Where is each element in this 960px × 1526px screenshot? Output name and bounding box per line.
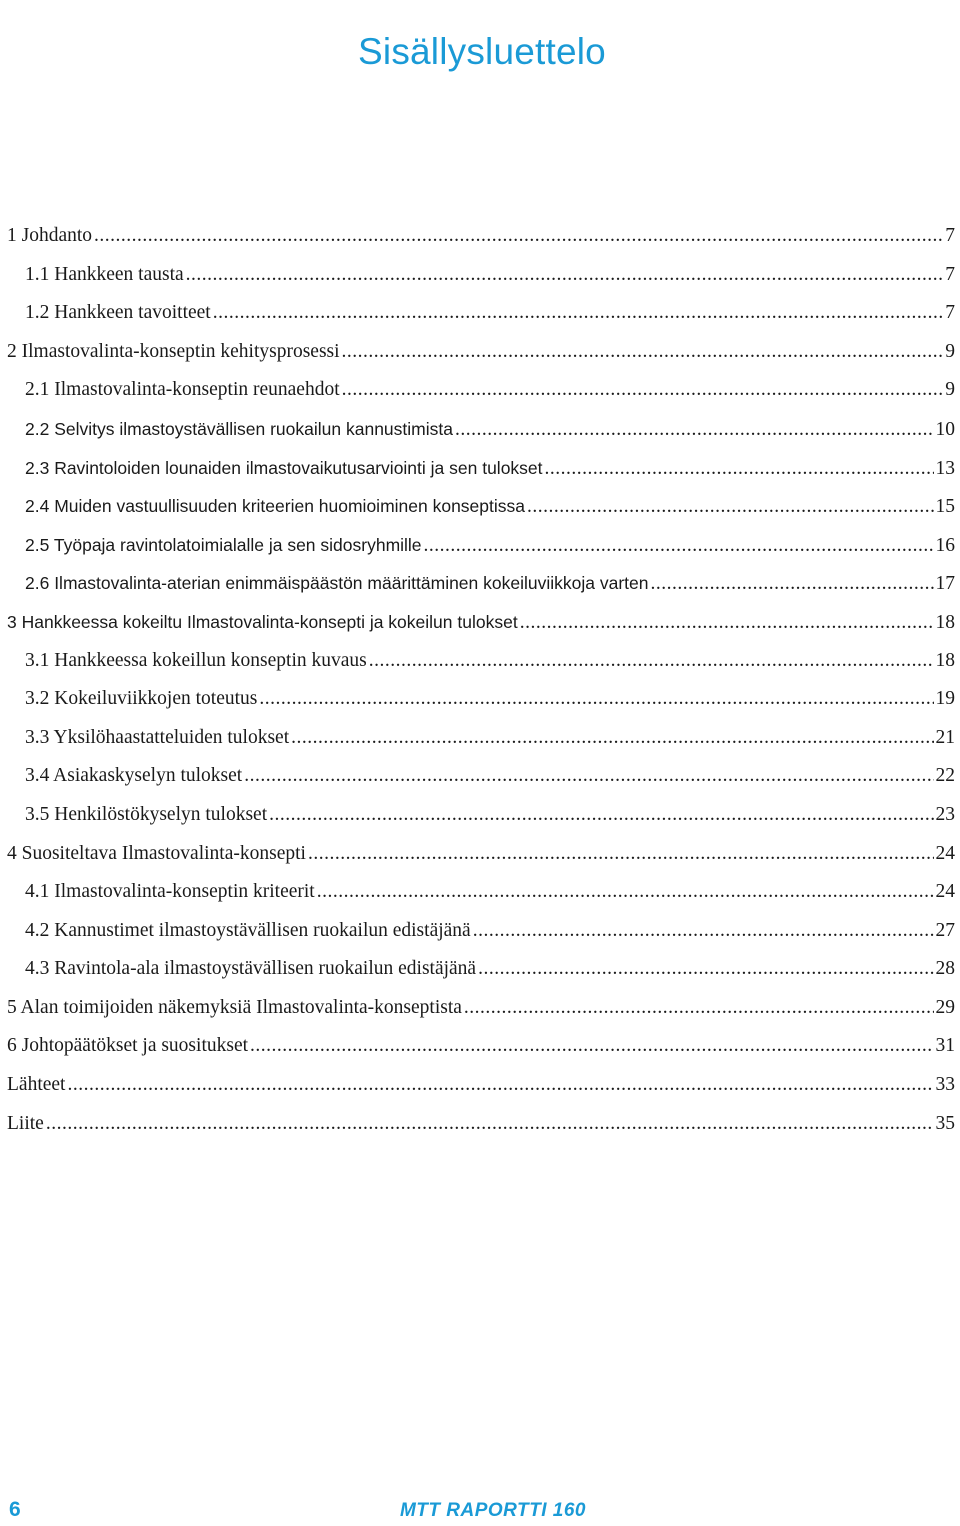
toc-entry[interactable] [0, 642, 960, 681]
toc-entry[interactable] [0, 449, 960, 488]
toc-entry-page: 23 [935, 803, 955, 825]
dot-leader [527, 488, 933, 527]
toc-entry-page: 21 [935, 726, 955, 748]
toc-entry-label: 2.2 Selvitys ilmastoystävällisen ruokailun kannustimista [25, 418, 453, 439]
toc-entry-page: 33 [935, 1074, 955, 1096]
toc-entry[interactable] [0, 564, 960, 603]
toc-entry-label: 5 Alan toimijoiden näkemyksiä Ilmastovalinta-konseptista [7, 996, 462, 1018]
toc-entry[interactable] [0, 526, 960, 565]
dot-leader [67, 1066, 933, 1105]
toc-entry[interactable] [0, 1027, 960, 1066]
series-name: MTT RAPORTTI 160 [399, 1500, 586, 1521]
toc-entry-page: 9 [945, 340, 955, 362]
toc-entry[interactable] [0, 333, 960, 372]
toc-entry-label: 3.5 Henkilöstökyselyn tulokset [25, 803, 268, 825]
toc-entry[interactable] [0, 487, 960, 526]
toc-entry-page: 7 [945, 263, 955, 285]
dot-leader [455, 411, 934, 450]
toc-entry[interactable] [0, 680, 960, 719]
toc-entry[interactable] [0, 294, 960, 333]
toc-entry-label: 3.4 Asiakaskyselyn tulokset [25, 765, 243, 787]
toc-entry-label: 4 Suositeltava Ilmastovalinta-konsepti [7, 842, 306, 864]
toc-entry-page: 16 [935, 534, 955, 556]
dot-leader [244, 757, 933, 796]
toc-entry[interactable] [0, 1066, 960, 1105]
toc-entry[interactable] [0, 873, 960, 912]
toc-entry-page: 7 [945, 302, 955, 324]
toc-entry[interactable] [0, 256, 960, 295]
toc-entry-label: Lähteet [7, 1074, 66, 1096]
toc-entry-label: 3.2 Kokeiluviikkojen toteutus [25, 688, 258, 710]
toc-entry-page: 31 [935, 1035, 955, 1057]
toc-entry-label: 3 Hankkeessa kokeiltu Ilmastovalinta-konsepti ja kokeilun tulokset [7, 611, 518, 632]
toc-entry[interactable] [0, 912, 960, 951]
toc-entry-label: 4.2 Kannustimet ilmastoystävällisen ruokailun edistäjänä [25, 919, 471, 941]
toc-entry-label: 2.3 Ravintoloiden lounaiden ilmastovaikutusarviointi ja sen tulokset [25, 457, 543, 478]
dot-leader [473, 912, 934, 951]
toc-entry-page: 19 [935, 688, 955, 710]
toc-entry-label: 2.5 Työpaja ravintolatoimialalle ja sen sidosryhmille [25, 534, 422, 555]
toc-entry-label: 2.6 Ilmastovalinta-aterian enimmäispäästön määrittäminen kokeiluviikkoja varten [25, 573, 649, 594]
dot-leader [186, 256, 944, 295]
toc-entry-label: Liite [7, 1112, 44, 1134]
toc-entry[interactable] [0, 950, 960, 989]
toc-entry[interactable] [0, 757, 960, 796]
toc-entry-page: 35 [935, 1112, 955, 1134]
toc-entry-label: 6 Johtopäätökset ja suositukset [7, 1035, 249, 1057]
toc-entry-page: 24 [935, 881, 955, 903]
dot-leader [424, 527, 934, 566]
dot-leader [342, 333, 944, 372]
toc-entry-label: 1 Johdanto [7, 225, 93, 246]
toc-entry-label: 4.1 Ilmastovalinta-konseptin kriteerit [25, 881, 315, 903]
dot-leader [464, 989, 934, 1028]
toc-entry-label: 2 Ilmastovalinta-konseptin kehitysprosessi [7, 340, 340, 362]
toc-entry[interactable] [0, 796, 960, 835]
dot-leader [342, 371, 944, 410]
dot-leader [317, 873, 934, 912]
toc-entry[interactable] [0, 410, 960, 449]
toc-entry-label: 2.4 Muiden vastuullisuuden kriteerien huomioiminen konseptissa [25, 496, 526, 517]
dot-leader [250, 1027, 933, 1066]
dot-leader [46, 1105, 934, 1144]
toc-entry-page: 28 [935, 958, 955, 980]
dot-leader [259, 680, 933, 719]
dot-leader [291, 719, 933, 758]
dot-leader [478, 950, 933, 989]
page-number: 6 [9, 1498, 21, 1521]
dot-leader [269, 796, 933, 835]
toc-entry[interactable] [0, 1105, 960, 1144]
toc-entry-label: 3.1 Hankkeessa kokeillun konseptin kuvaus [25, 649, 367, 671]
toc-entry[interactable] [0, 371, 960, 410]
toc-entry-page: 13 [935, 457, 955, 479]
toc-entry-page: 22 [935, 765, 955, 787]
toc-entry-page: 24 [935, 842, 955, 864]
dot-leader [213, 294, 944, 333]
toc-entry-page: 10 [935, 418, 955, 440]
toc-entry[interactable] [0, 217, 960, 256]
toc-entry-label: 2.1 Ilmastovalinta-konseptin reunaehdot [25, 379, 340, 401]
toc-entry-label: 3.3 Yksilöhaastatteluiden tulokset [25, 726, 290, 748]
dot-leader [94, 217, 943, 256]
toc-entry-page: 27 [935, 919, 955, 941]
page-title: Sisällysluettelo [358, 30, 606, 72]
dot-leader [308, 835, 934, 874]
toc-entry-page: 7 [945, 225, 955, 246]
toc-entry-page: 9 [945, 379, 955, 401]
toc-entry-page: 29 [935, 996, 955, 1018]
toc-entry-page: 15 [935, 496, 955, 518]
table-of-contents [0, 217, 960, 1143]
dot-leader [369, 642, 934, 681]
toc-entry-page: 18 [935, 649, 955, 671]
toc-entry-page: 17 [935, 573, 955, 595]
dot-leader [520, 604, 934, 643]
toc-entry-label: 4.3 Ravintola-ala ilmastoystävällisen ruokailun edistäjänä [25, 958, 477, 980]
dot-leader [545, 450, 934, 489]
toc-entry-label: 1.1 Hankkeen tausta [25, 263, 184, 285]
dot-leader [651, 565, 934, 604]
toc-entry[interactable] [0, 719, 960, 758]
toc-entry-label: 1.2 Hankkeen tavoitteet [25, 302, 211, 324]
toc-entry-page: 18 [935, 611, 955, 633]
toc-entry[interactable] [0, 835, 960, 874]
toc-entry[interactable] [0, 603, 960, 642]
toc-entry[interactable] [0, 989, 960, 1028]
